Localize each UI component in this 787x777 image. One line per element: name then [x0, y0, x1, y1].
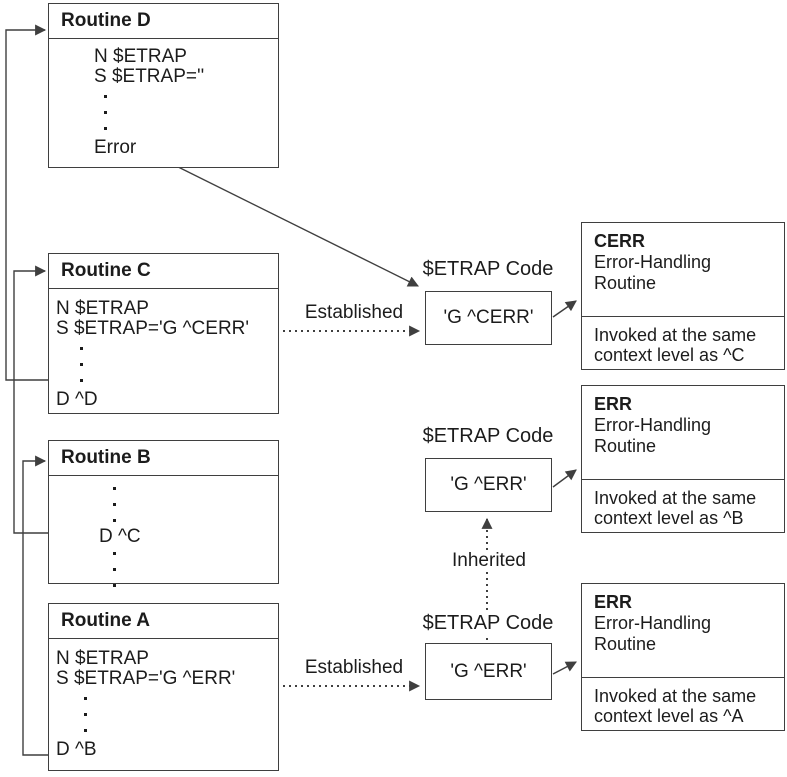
handler-subtitle-line: Error-Handling — [594, 415, 712, 435]
handler-note-line: context level as ^A — [594, 706, 744, 726]
routine-body-b — [49, 476, 278, 587]
handler-subtitle-line: Routine — [594, 273, 657, 293]
handler-note-line: context level as ^C — [594, 345, 745, 365]
code-line: S $ETRAP='' — [94, 66, 205, 87]
routine-box-a — [48, 603, 279, 771]
routine-box-c — [48, 253, 279, 414]
code-line: N $ETRAP — [56, 648, 149, 669]
routine-box-b — [48, 440, 279, 584]
handler-note — [582, 480, 784, 528]
code-line: N $ETRAP — [56, 298, 149, 319]
vertical-ellipsis — [80, 347, 278, 382]
etrap-code-box-cerr: 'G ^CERR' — [425, 291, 552, 345]
handler-note — [582, 678, 784, 726]
call-arrow-b-to-c — [14, 271, 48, 533]
etrap-code-box-err-b: 'G ^ERR' — [425, 458, 552, 512]
routine-title-c: Routine C — [49, 254, 278, 289]
handler-name: ERR — [594, 394, 633, 414]
inherited-label: Inherited — [444, 551, 534, 571]
error-line: Error — [94, 137, 137, 158]
handoff-arrow-err-a — [553, 662, 576, 674]
handler-subtitle-line: Error-Handling — [594, 613, 712, 633]
handler-box-err-a — [581, 583, 785, 731]
code-line: S $ETRAP='G ^ERR' — [56, 668, 236, 689]
handler-head — [582, 386, 784, 480]
handler-box-cerr — [581, 222, 785, 370]
handler-subtitle-line: Error-Handling — [594, 252, 712, 272]
established-label-a: Established — [304, 657, 404, 678]
handler-head — [582, 584, 784, 678]
code-line: D ^D — [56, 389, 98, 410]
call-arrow-c-to-d — [6, 30, 48, 380]
handler-head — [582, 223, 784, 317]
routine-title-a: Routine A — [49, 604, 278, 639]
etrap-code-label-err-b: $ETRAP Code — [422, 425, 554, 447]
code-line: N $ETRAP — [94, 46, 187, 67]
handler-note-line: context level as ^B — [594, 508, 744, 528]
vertical-ellipsis — [113, 487, 278, 522]
routine-body-d — [49, 39, 278, 158]
handler-note-line: Invoked at the same — [594, 488, 757, 508]
routine-title-b: Routine B — [49, 441, 278, 476]
handoff-arrow-err-b — [553, 470, 576, 487]
vertical-ellipsis — [113, 552, 278, 587]
handler-note-line: Invoked at the same — [594, 686, 757, 706]
handler-name: ERR — [594, 592, 633, 612]
routine-box-d — [48, 3, 279, 168]
handler-subtitle-line: Routine — [594, 436, 657, 456]
routine-body-a — [49, 639, 278, 760]
call-arrow-a-to-b — [23, 461, 48, 755]
established-label-c: Established — [304, 302, 404, 323]
routine-title-d: Routine D — [49, 4, 278, 39]
etrap-code-label-cerr: $ETRAP Code — [422, 258, 554, 280]
handler-note — [582, 317, 784, 365]
routine-body-c — [49, 289, 278, 410]
vertical-ellipsis — [84, 697, 278, 732]
etrap-code-box-err-a: 'G ^ERR' — [425, 643, 552, 700]
handler-box-err-b — [581, 385, 785, 533]
code-line: D ^B — [56, 739, 97, 760]
handler-name: CERR — [594, 231, 646, 251]
handoff-arrow-cerr — [553, 301, 576, 317]
code-line: D ^C — [99, 526, 141, 547]
handler-note-line: Invoked at the same — [594, 325, 757, 345]
vertical-ellipsis — [104, 95, 278, 130]
code-line: S $ETRAP='G ^CERR' — [56, 318, 250, 339]
etrap-code-label-err-a: $ETRAP Code — [418, 612, 558, 634]
handler-subtitle-line: Routine — [594, 634, 657, 654]
